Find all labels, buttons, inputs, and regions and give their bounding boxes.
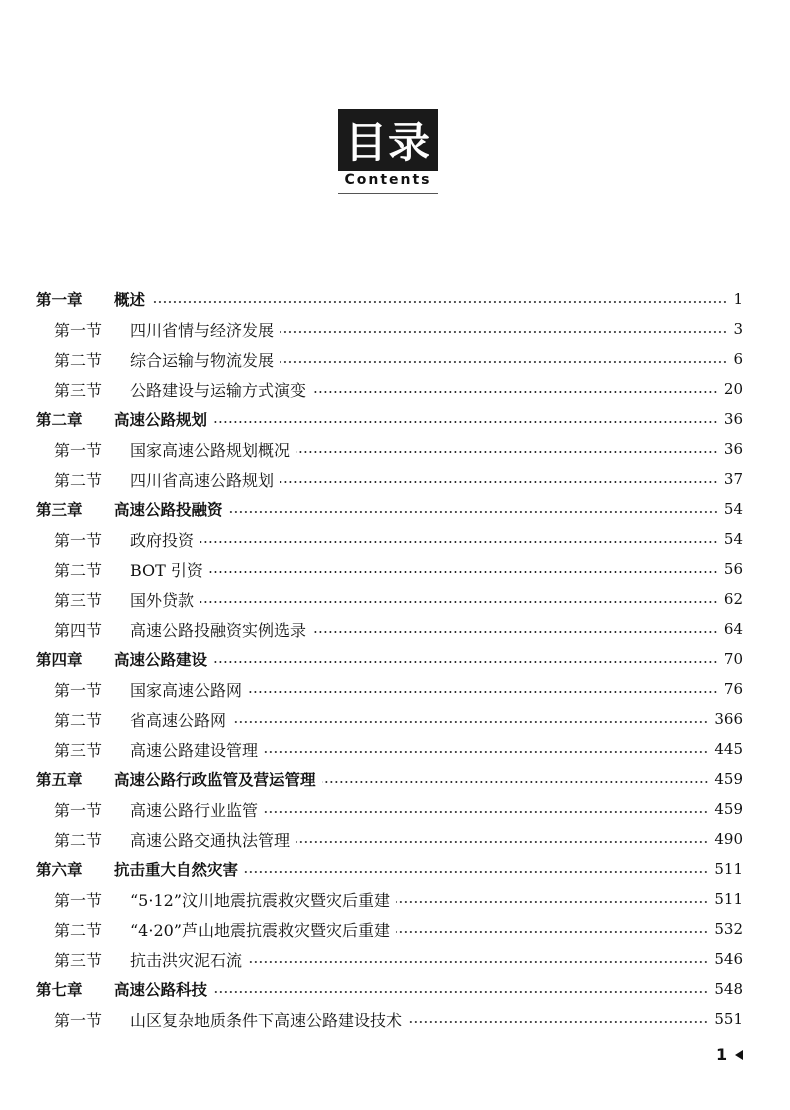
- toc-chapter-entry[interactable]: [36, 404, 743, 434]
- entry-page: 459: [714, 800, 743, 818]
- toc-chapter-entry[interactable]: [36, 974, 743, 1004]
- entry-number: 第一节: [54, 320, 103, 340]
- entry-number: 第一节: [54, 890, 103, 910]
- toc-section-entry[interactable]: [54, 914, 743, 944]
- entry-number: 第一节: [54, 1010, 103, 1030]
- entry-title: 四川省情与经济发展: [130, 320, 275, 340]
- toc-section-entry[interactable]: [54, 344, 743, 374]
- toc-section-entry[interactable]: [54, 434, 743, 464]
- entry-page: 62: [723, 590, 743, 608]
- page-number: 1: [716, 1045, 728, 1064]
- toc-section-entry[interactable]: [54, 314, 743, 344]
- entry-number: 第六章: [36, 861, 83, 879]
- toc-section-entry[interactable]: [54, 674, 743, 704]
- entry-title: 高速公路行政监管及营运管理: [114, 771, 316, 789]
- entry-title: 政府投资: [130, 530, 195, 550]
- dot-leader: [213, 661, 718, 664]
- dot-leader: [280, 481, 718, 484]
- toc-section-entry[interactable]: [54, 584, 743, 614]
- toc-chapter-entry[interactable]: [36, 764, 743, 794]
- entry-title: 山区复杂地质条件下高速公路建设技术: [130, 1010, 403, 1030]
- toc-chapter-entry[interactable]: [36, 854, 743, 884]
- entry-page: 511: [714, 860, 743, 878]
- entry-page: 511: [714, 890, 743, 908]
- entry-page: 490: [714, 830, 743, 848]
- entry-number: 第五章: [36, 771, 83, 789]
- entry-number: 第二节: [54, 830, 103, 850]
- entry-title: 抗击重大自然灾害: [114, 861, 239, 879]
- toc-section-entry[interactable]: [54, 794, 743, 824]
- toc-section-entry[interactable]: [54, 614, 743, 644]
- entry-number: 第二章: [36, 411, 83, 429]
- dot-leader: [296, 841, 708, 844]
- entry-page: 459: [714, 770, 743, 788]
- dot-leader: [200, 601, 718, 604]
- entry-number: 第三章: [36, 501, 83, 519]
- entry-title: 高速公路投融资实例选录: [130, 620, 307, 640]
- dot-leader: [248, 691, 718, 694]
- toc-section-entry[interactable]: [54, 374, 743, 404]
- entry-page: 36: [723, 410, 743, 428]
- entry-title: 综合运输与物流发展: [130, 350, 275, 370]
- entry-page: 54: [723, 530, 743, 548]
- entry-number: 第二节: [54, 560, 103, 580]
- dot-leader: [229, 511, 718, 514]
- entry-page: 20: [723, 380, 743, 398]
- dot-leader: [312, 631, 718, 634]
- dot-leader: [280, 361, 727, 364]
- toc-chapter-entry[interactable]: [36, 494, 743, 524]
- entry-page: 37: [723, 470, 743, 488]
- dot-leader: [408, 1021, 708, 1024]
- entry-number: 第二节: [54, 350, 103, 370]
- dot-leader: [280, 331, 727, 334]
- entry-title: 高速公路建设: [114, 651, 208, 669]
- entry-title: BOT 引资: [130, 560, 203, 580]
- entry-title: 国家高速公路规划概况: [130, 440, 291, 460]
- dot-leader: [264, 751, 708, 754]
- entry-number: 第一章: [36, 291, 83, 309]
- entry-title: 高速公路建设管理: [130, 740, 259, 760]
- entry-number: 第三节: [54, 950, 103, 970]
- entry-title: 高速公路投融资: [114, 501, 223, 519]
- dot-leader: [396, 901, 708, 904]
- entry-page: 6: [733, 350, 743, 368]
- entry-title: 国外贷款: [130, 590, 195, 610]
- entry-title: 高速公路规划: [114, 411, 208, 429]
- entry-number: 第三节: [54, 380, 103, 400]
- dot-leader: [213, 991, 708, 994]
- dot-leader: [200, 541, 718, 544]
- entry-number: 第一节: [54, 530, 103, 550]
- entry-page: 546: [714, 950, 743, 968]
- dot-leader: [296, 451, 718, 454]
- dot-leader: [209, 571, 718, 574]
- entry-page: 366: [714, 710, 743, 728]
- entry-page: 532: [714, 920, 743, 938]
- entry-page: 548: [714, 980, 743, 998]
- entry-number: 第三节: [54, 590, 103, 610]
- page-footer: [716, 1045, 743, 1064]
- toc-section-entry[interactable]: [54, 1004, 743, 1034]
- entry-title: 省高速公路网: [130, 710, 227, 730]
- entry-number: 第二节: [54, 920, 103, 940]
- entry-title: 抗击洪灾泥石流: [130, 950, 243, 970]
- entry-title: “4·20”芦山地震抗震救灾暨灾后重建: [130, 920, 390, 940]
- toc-chapter-entry[interactable]: [36, 284, 743, 314]
- entry-page: 3: [733, 320, 743, 338]
- dot-leader: [248, 961, 708, 964]
- left-arrow-icon: [735, 1050, 743, 1060]
- entry-number: 第三节: [54, 740, 103, 760]
- entry-title: 高速公路行业监管: [130, 800, 259, 820]
- toc-section-entry[interactable]: [54, 704, 743, 734]
- entry-number: 第四节: [54, 620, 103, 640]
- entry-number: 第一节: [54, 800, 103, 820]
- toc-section-entry[interactable]: [54, 524, 743, 554]
- entry-title: 高速公路交通执法管理: [130, 830, 291, 850]
- dot-leader: [264, 811, 708, 814]
- entry-page: 64: [723, 620, 743, 638]
- toc-section-entry[interactable]: [54, 464, 743, 494]
- entry-number: 第七章: [36, 981, 83, 999]
- entry-page: 551: [714, 1010, 743, 1028]
- entry-title: “5·12”汶川地震抗震救灾暨灾后重建: [130, 890, 390, 910]
- dot-leader: [151, 301, 727, 304]
- toc-section-entry[interactable]: [54, 944, 743, 974]
- entry-title: 高速公路科技: [114, 981, 208, 999]
- entry-page: 1: [733, 290, 743, 308]
- entry-number: 第四章: [36, 651, 83, 669]
- entry-page: 56: [723, 560, 743, 578]
- entry-page: 70: [723, 650, 743, 668]
- subtitle-rule: [338, 193, 438, 194]
- entry-title: 概述: [114, 291, 146, 309]
- toc-title: 目录: [338, 109, 438, 171]
- entry-number: 第二节: [54, 470, 103, 490]
- toc-chapter-entry[interactable]: [36, 644, 743, 674]
- entry-title: 公路建设与运输方式演变: [130, 380, 307, 400]
- entry-title: 四川省高速公路规划: [130, 470, 275, 490]
- dot-leader: [396, 931, 708, 934]
- dot-leader: [312, 391, 718, 394]
- entry-number: 第二节: [54, 710, 103, 730]
- entry-page: 36: [723, 440, 743, 458]
- toc-section-entry[interactable]: [54, 554, 743, 584]
- toc-section-entry[interactable]: [54, 734, 743, 764]
- entry-page: 76: [723, 680, 743, 698]
- toc-section-entry[interactable]: [54, 824, 743, 854]
- entry-page: 445: [714, 740, 743, 758]
- toc-subtitle: Contents: [344, 172, 432, 188]
- toc-section-entry[interactable]: [54, 884, 743, 914]
- entry-page: 54: [723, 500, 743, 518]
- entry-number: 第一节: [54, 440, 103, 460]
- dot-leader: [213, 421, 718, 424]
- dot-leader: [232, 721, 708, 724]
- dot-leader: [244, 871, 708, 874]
- entry-number: 第一节: [54, 680, 103, 700]
- entry-title: 国家高速公路网: [130, 680, 243, 700]
- dot-leader: [322, 781, 709, 784]
